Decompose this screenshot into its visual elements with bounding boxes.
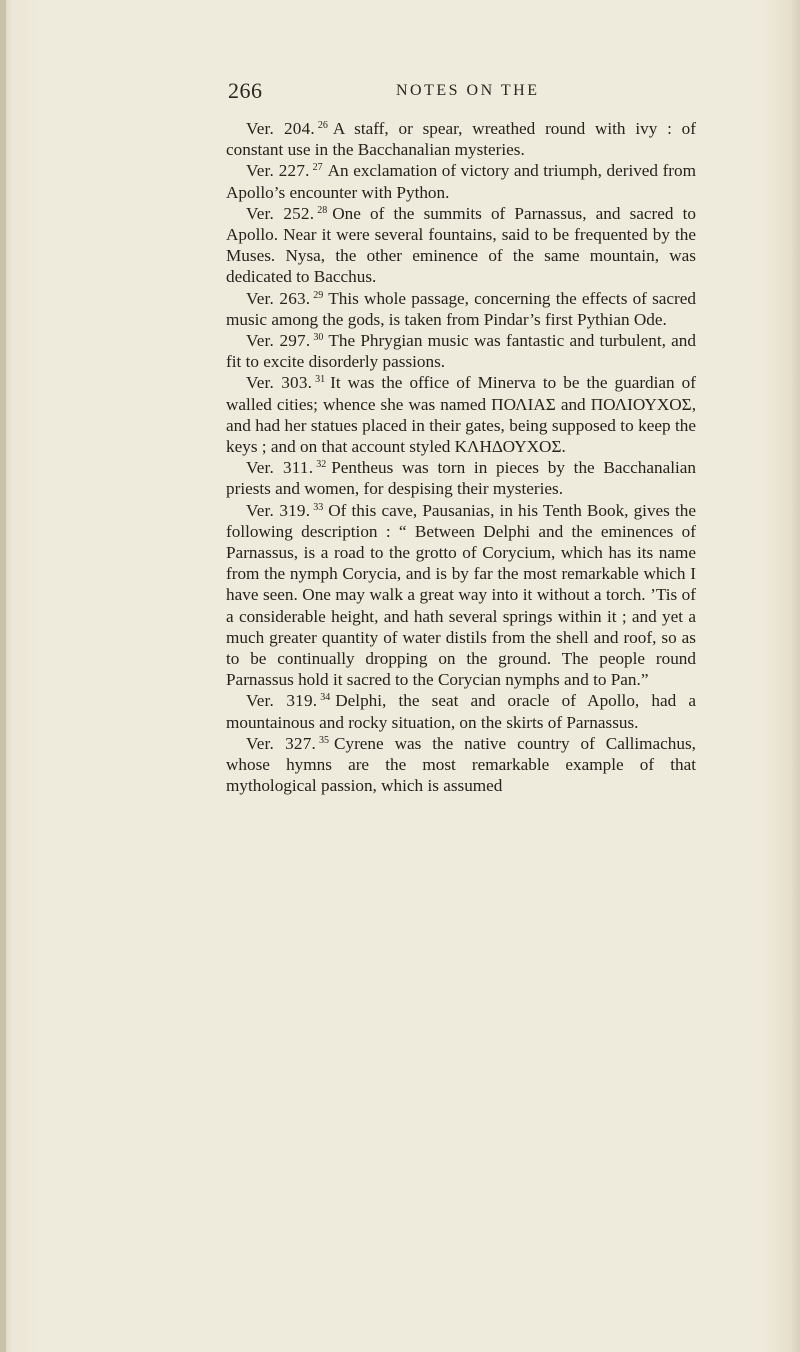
note-26 (226, 118, 696, 160)
page-edge (0, 0, 6, 1352)
note-text: Delphi, the seat and oracle of Apollo, had a mountainous and rocky situation, on the skirts of Parnassus. (226, 691, 696, 732)
page-number: 266 (228, 78, 263, 103)
note-number: 26 (317, 120, 328, 131)
note-number: 33 (313, 501, 324, 513)
note-33 (226, 500, 696, 691)
verse-ref: Ver. 227. (246, 161, 310, 181)
page-header (228, 78, 668, 110)
verse-ref: Ver. 204. (246, 119, 315, 138)
verse-ref: Ver. 311. (246, 458, 314, 478)
note-32 (226, 457, 696, 499)
note-number: 28 (317, 204, 328, 216)
note-number: 27 (312, 162, 323, 174)
note-28 (226, 203, 696, 288)
note-number: 35 (319, 734, 330, 746)
note-text: A staff, or spear, wreathed round with ivy : of constant use in the Bacchanalian mysteries. (226, 119, 696, 160)
note-30 (226, 330, 696, 372)
verse-ref: Ver. 297. (246, 331, 311, 351)
note-text: This whole passage, concerning the effects of sacred music among the gods, is taken from Pindar’s first Pythian Ode. (226, 288, 696, 329)
note-29 (226, 288, 696, 330)
note-number: 29 (313, 289, 324, 301)
verse-ref: Ver. 252. (246, 203, 315, 223)
note-number: 34 (320, 692, 331, 704)
running-head: NOTES ON THE (396, 82, 540, 99)
note-text: Pentheus was torn in pieces by the Bacchanalian priests and women, for despising their mysteries. (226, 458, 696, 499)
verse-ref: Ver. 319. (246, 691, 318, 711)
note-35 (226, 733, 696, 797)
note-text: Of this cave, Pausanias, in his Tenth Book, gives the following description : “ Between Delphi and the eminences of Parnassus, is a road to the grotto of Corycium, which has its name from the nymph Corycia, and is by far the most remarkable which I have seen. One may walk a great way into it without a torch. ’Tis of a considerable height, and hath several springs within it ; and yet a much greater quantity of water distils from the shell and roof, so as to be continually dropping on the ground. The people round Parnassus hold it sacred to the Corycian nymphs and to Pan.” (226, 500, 696, 690)
verse-ref: Ver. 263. (246, 288, 311, 308)
note-number: 30 (313, 332, 324, 344)
note-text: Cyrene was the native country of Callimachus, whose hymns are the most remarkable example of that mythological passion, which is assumed (226, 733, 696, 796)
verse-ref: Ver. 319. (246, 500, 311, 520)
note-27 (226, 160, 696, 202)
note-text: The Phrygian music was fantastic and turbulent, and fit to excite disorderly passions. (226, 331, 696, 372)
note-text: It was the office of Minerva to be the guardian of walled cities; whence she was named ΠΟΛΙΑΣ and ΠΟΛΙΟΥΧΟΣ, and had her statues placed in their gates, being supposed to keep the keys ; and on that account styled ΚΛΗΔΟΥΧΟΣ. (226, 373, 696, 457)
verse-ref: Ver. 303. (246, 373, 313, 393)
note-34 (226, 690, 696, 732)
note-31 (226, 372, 696, 457)
verse-ref: Ver. 327. (246, 733, 317, 753)
note-text: An exclamation of victory and triumph, derived from Apollo’s encounter with Python. (226, 161, 696, 202)
note-number: 32 (316, 459, 327, 471)
note-number: 31 (315, 374, 326, 386)
notes-body (226, 118, 696, 797)
note-text: One of the summits of Parnassus, and sacred to Apollo. Near it were several fountains, said to be frequented by the Muses. Nysa, the other eminence of the same mountain, was dedicated to Bacchus. (226, 203, 696, 287)
